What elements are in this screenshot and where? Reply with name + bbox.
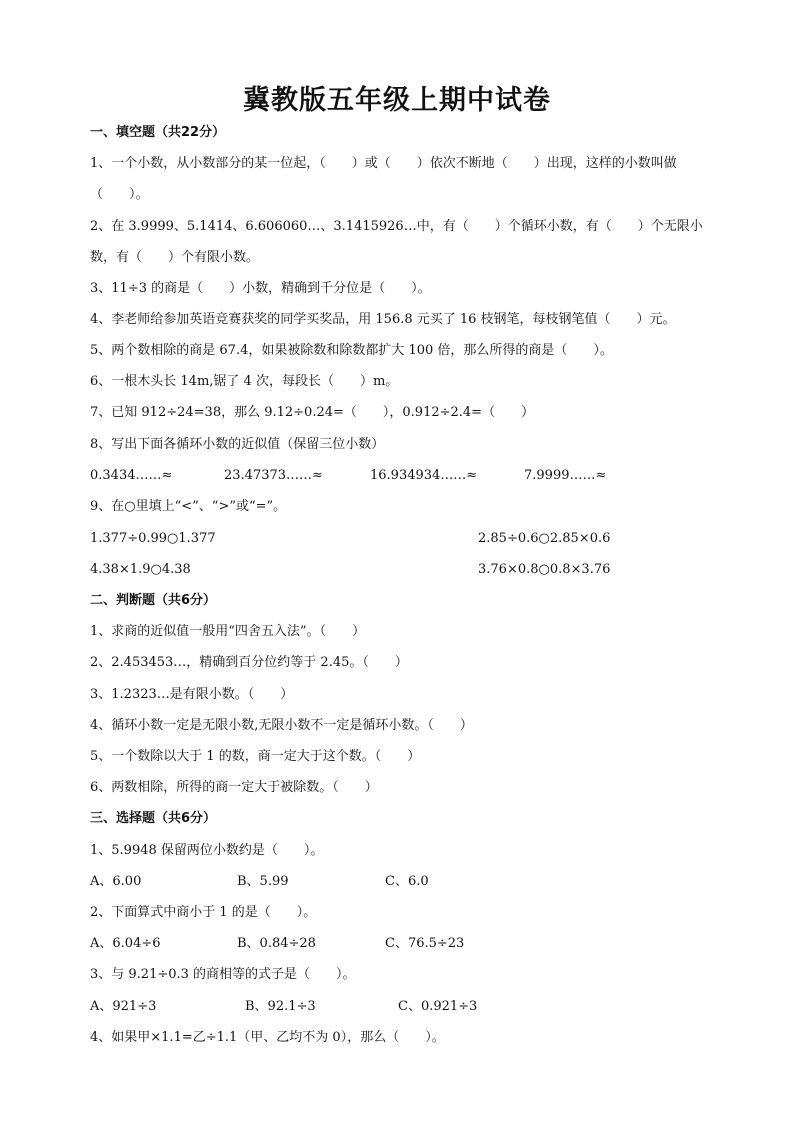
question-1-1: 1、一个小数，从小数部分的某一位起，（ ）或（ ）依次不断地（ ）出现，这样的小数叫做 (90, 156, 677, 171)
option-b: B、92.1÷3 (245, 999, 316, 1014)
section-heading-fill-in: 一、填空题（共22分） (90, 125, 226, 140)
question-2-2: 2、2.453453…，精确到百分位约等于 2.45。（ ） (90, 655, 408, 670)
question-1-1-cont: （ ）。 (90, 187, 149, 202)
option-a: A、6.00 (90, 874, 142, 889)
option-c: C、6.0 (385, 874, 429, 889)
question-1-9: 9、在○里填上“<”、“>”或“=”。 (90, 499, 287, 514)
question-2-5: 5、一个数除以大于 1 的数，商一定大于这个数。（ ） (90, 749, 421, 764)
approx-item: 0.3434……≈ (90, 468, 173, 483)
question-1-2: 2、在 3.9999、5.1414、6.606060…、3.1415926…中，有（ ）个循环小数，有（ ）个无限小 (90, 219, 703, 234)
option-a: A、921÷3 (90, 999, 157, 1014)
approx-item: 23.47373……≈ (224, 468, 323, 483)
question-1-8: 8、写出下面各循环小数的近似值（保留三位小数） (90, 437, 385, 452)
question-1-3: 3、11÷3 的商是（ ）小数，精确到千分位是（ ）。 (90, 281, 431, 296)
question-3-3: 3、与 9.21÷0.3 的商相等的式子是（ ）。 (90, 967, 356, 982)
compare-item: 3.76×0.8○0.8×3.76 (478, 562, 611, 577)
question-3-1: 1、5.9948 保留两位小数约是（ ）。 (90, 843, 324, 858)
question-2-3: 3、1.2323…是有限小数。（ ） (90, 687, 294, 702)
question-1-6: 6、一根木头长 14m,锯了 4 次，每段长（ ）m。 (90, 374, 399, 389)
option-a: A、6.04÷6 (90, 936, 161, 951)
approx-item: 7.9999……≈ (524, 468, 607, 483)
question-1-2-cont: 数，有（ ）个有限小数。 (90, 250, 260, 265)
question-3-4: 4、如果甲×1.1=乙÷1.1（甲、乙均不为 0），那么（ ）。 (90, 1030, 445, 1045)
approx-item: 16.934934……≈ (370, 468, 478, 483)
option-c: C、76.5÷23 (385, 936, 465, 951)
question-1-4: 4、李老师给参加英语竞赛获奖的同学买奖品，用 156.8 元买了 16 枝钢笔，每枝钢笔值（ ）元。 (90, 312, 676, 327)
question-2-6: 6、两数相除，所得的商一定大于被除数。（ ） (90, 780, 378, 795)
option-b: B、0.84÷28 (237, 936, 316, 951)
question-2-1: 1、求商的近似值一般用“四舍五入法”。（ ） (90, 624, 366, 639)
option-b: B、5.99 (237, 874, 289, 889)
option-c: C、0.921÷3 (398, 999, 478, 1014)
exam-title: 冀教版五年级上期中试卷 (243, 85, 551, 116)
question-1-7: 7、已知 912÷24=38，那么 9.12÷0.24=（ ），0.912÷2.4=（ ） (90, 405, 535, 420)
section-heading-true-false: 二、判断题（共6分） (90, 593, 217, 608)
compare-item: 1.377÷0.99○1.377 (90, 531, 216, 546)
section-heading-choice: 三、选择题（共6分） (90, 811, 217, 826)
compare-item: 2.85÷0.6○2.85×0.6 (478, 531, 611, 546)
compare-item: 4.38×1.9○4.38 (90, 562, 191, 577)
question-3-2: 2、下面算式中商小于 1 的是（ ）。 (90, 905, 317, 920)
question-2-4: 4、循环小数一定是无限小数,无限小数不一定是循环小数。（ ） (90, 718, 473, 733)
question-1-5: 5、两个数相除的商是 67.4，如果被除数和除数都扩大 100 倍，那么所得的商是（ ）。 (90, 343, 613, 358)
